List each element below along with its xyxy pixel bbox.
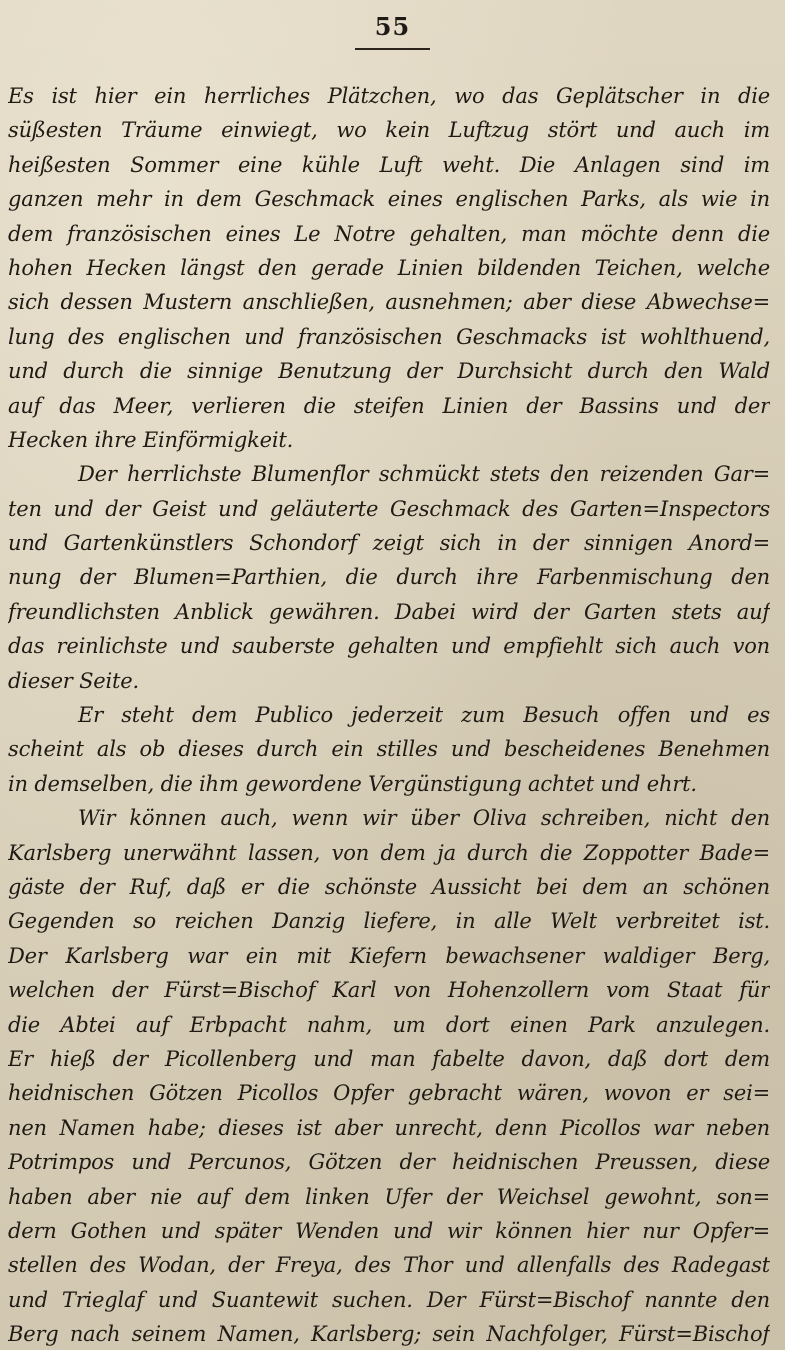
text-line: sich dessen Mustern anschließen, ausnehmen; aber diese Abwechse= [8,290,770,315]
text-line: gäste der Ruf, daß er die schönste Aussicht bei dem an schönen [8,874,770,899]
text-line: auf das Meer, verlieren die steifen Linien der Bassins und der [8,393,770,418]
text-line: dern Gothen und später Wenden und wir können hier nur Opfer= [8,1218,770,1243]
text-line: heißesten Sommer eine kühle Luft weht. Die Anlagen sind im [8,152,770,177]
text-line: nung der Blumen=Parthien, die durch ihre Farbenmischung den [8,565,770,590]
header-rule [355,48,430,50]
text-line: stellen des Wodan, der Freya, des Thor und allenfalls des Radegast [8,1253,770,1278]
text-line: und durch die sinnige Benutzung der Durchsicht durch den Wald [8,359,770,384]
text-line: Er hieß der Picollenberg und man fabelte davon, daß dort dem [8,1046,770,1071]
text-line: in demselben, die ihm gewordene Vergünstigung achtet und ehrt. [8,771,697,796]
text-line: ten und der Geist und geläuterte Geschmack des Garten=Inspectors [8,496,770,521]
text-line: Berg nach seinem Namen, Karlsberg; sein Nachfolger, Fürst=Bischof [8,1322,770,1347]
text-line: Wir können auch, wenn wir über Oliva schreiben, nicht den [78,806,770,831]
text-line: lung des englischen und französischen Geschmacks ist wohlthuend, [8,324,770,349]
text-line: die Abtei auf Erbpacht nahm, um dort einen Park anzulegen. [8,1012,770,1037]
text-line: welchen der Fürst=Bischof Karl von Hohenzollern vom Staat für [8,978,770,1003]
text-line: dieser Seite. [8,668,139,693]
text-line: dem französischen eines Le Notre gehalten, man möchte denn die [8,221,770,246]
text-line: süßesten Träume einwiegt, wo kein Luftzug stört und auch im [8,118,770,143]
text-line: Er steht dem Publico jederzeit zum Besuch offen und es [78,703,770,728]
text-line: haben aber nie auf dem linken Ufer der Weichsel gewohnt, son= [8,1184,770,1209]
text-line: Gegenden so reichen Danzig liefere, in alle Welt verbreitet ist. [8,909,770,934]
text-line: freundlichsten Anblick gewähren. Dabei wird der Garten stets auf [8,599,770,624]
text-line: das reinlichste und sauberste gehalten und empfiehlt sich auch von [8,634,770,659]
page-number: 55 [374,12,411,41]
text-line: und Gartenkünstlers Schondorf zeigt sich in der sinnigen Anord= [8,531,770,556]
body-text [8,79,770,1350]
text-line: nen Namen habe; dieses ist aber unrecht, denn Picollos war neben [8,1115,770,1140]
text-line: heidnischen Götzen Picollos Opfer gebracht wären, wovon er sei= [8,1081,770,1106]
page-header [0,12,785,54]
text-line: Es ist hier ein herrliches Plätzchen, wo das Geplätscher in die [8,84,770,108]
text-line: hohen Hecken längst den gerade Linien bildenden Teichen, welche [8,255,770,280]
text-line: Potrimpos und Percunos, Götzen der heidnischen Preussen, diese [8,1150,770,1175]
text-line: Karlsberg unerwähnt lassen, von dem ja durch die Zoppotter Bade= [8,840,770,865]
text-line: Der Karlsberg war ein mit Kiefern bewachsener waldiger Berg, [8,943,770,968]
text-line: Hecken ihre Einförmigkeit. [8,427,294,452]
text-line: Der herrlichste Blumenflor schmückt stets den reizenden Gar= [78,462,770,487]
text-line: ganzen mehr in dem Geschmack eines englischen Parks, als wie in [8,187,770,212]
text-line: und Trieglaf und Suantewit suchen. Der Fürst=Bischof nannte den [8,1287,770,1312]
text-line: scheint als ob dieses durch ein stilles und bescheidenes Benehmen [8,737,770,762]
